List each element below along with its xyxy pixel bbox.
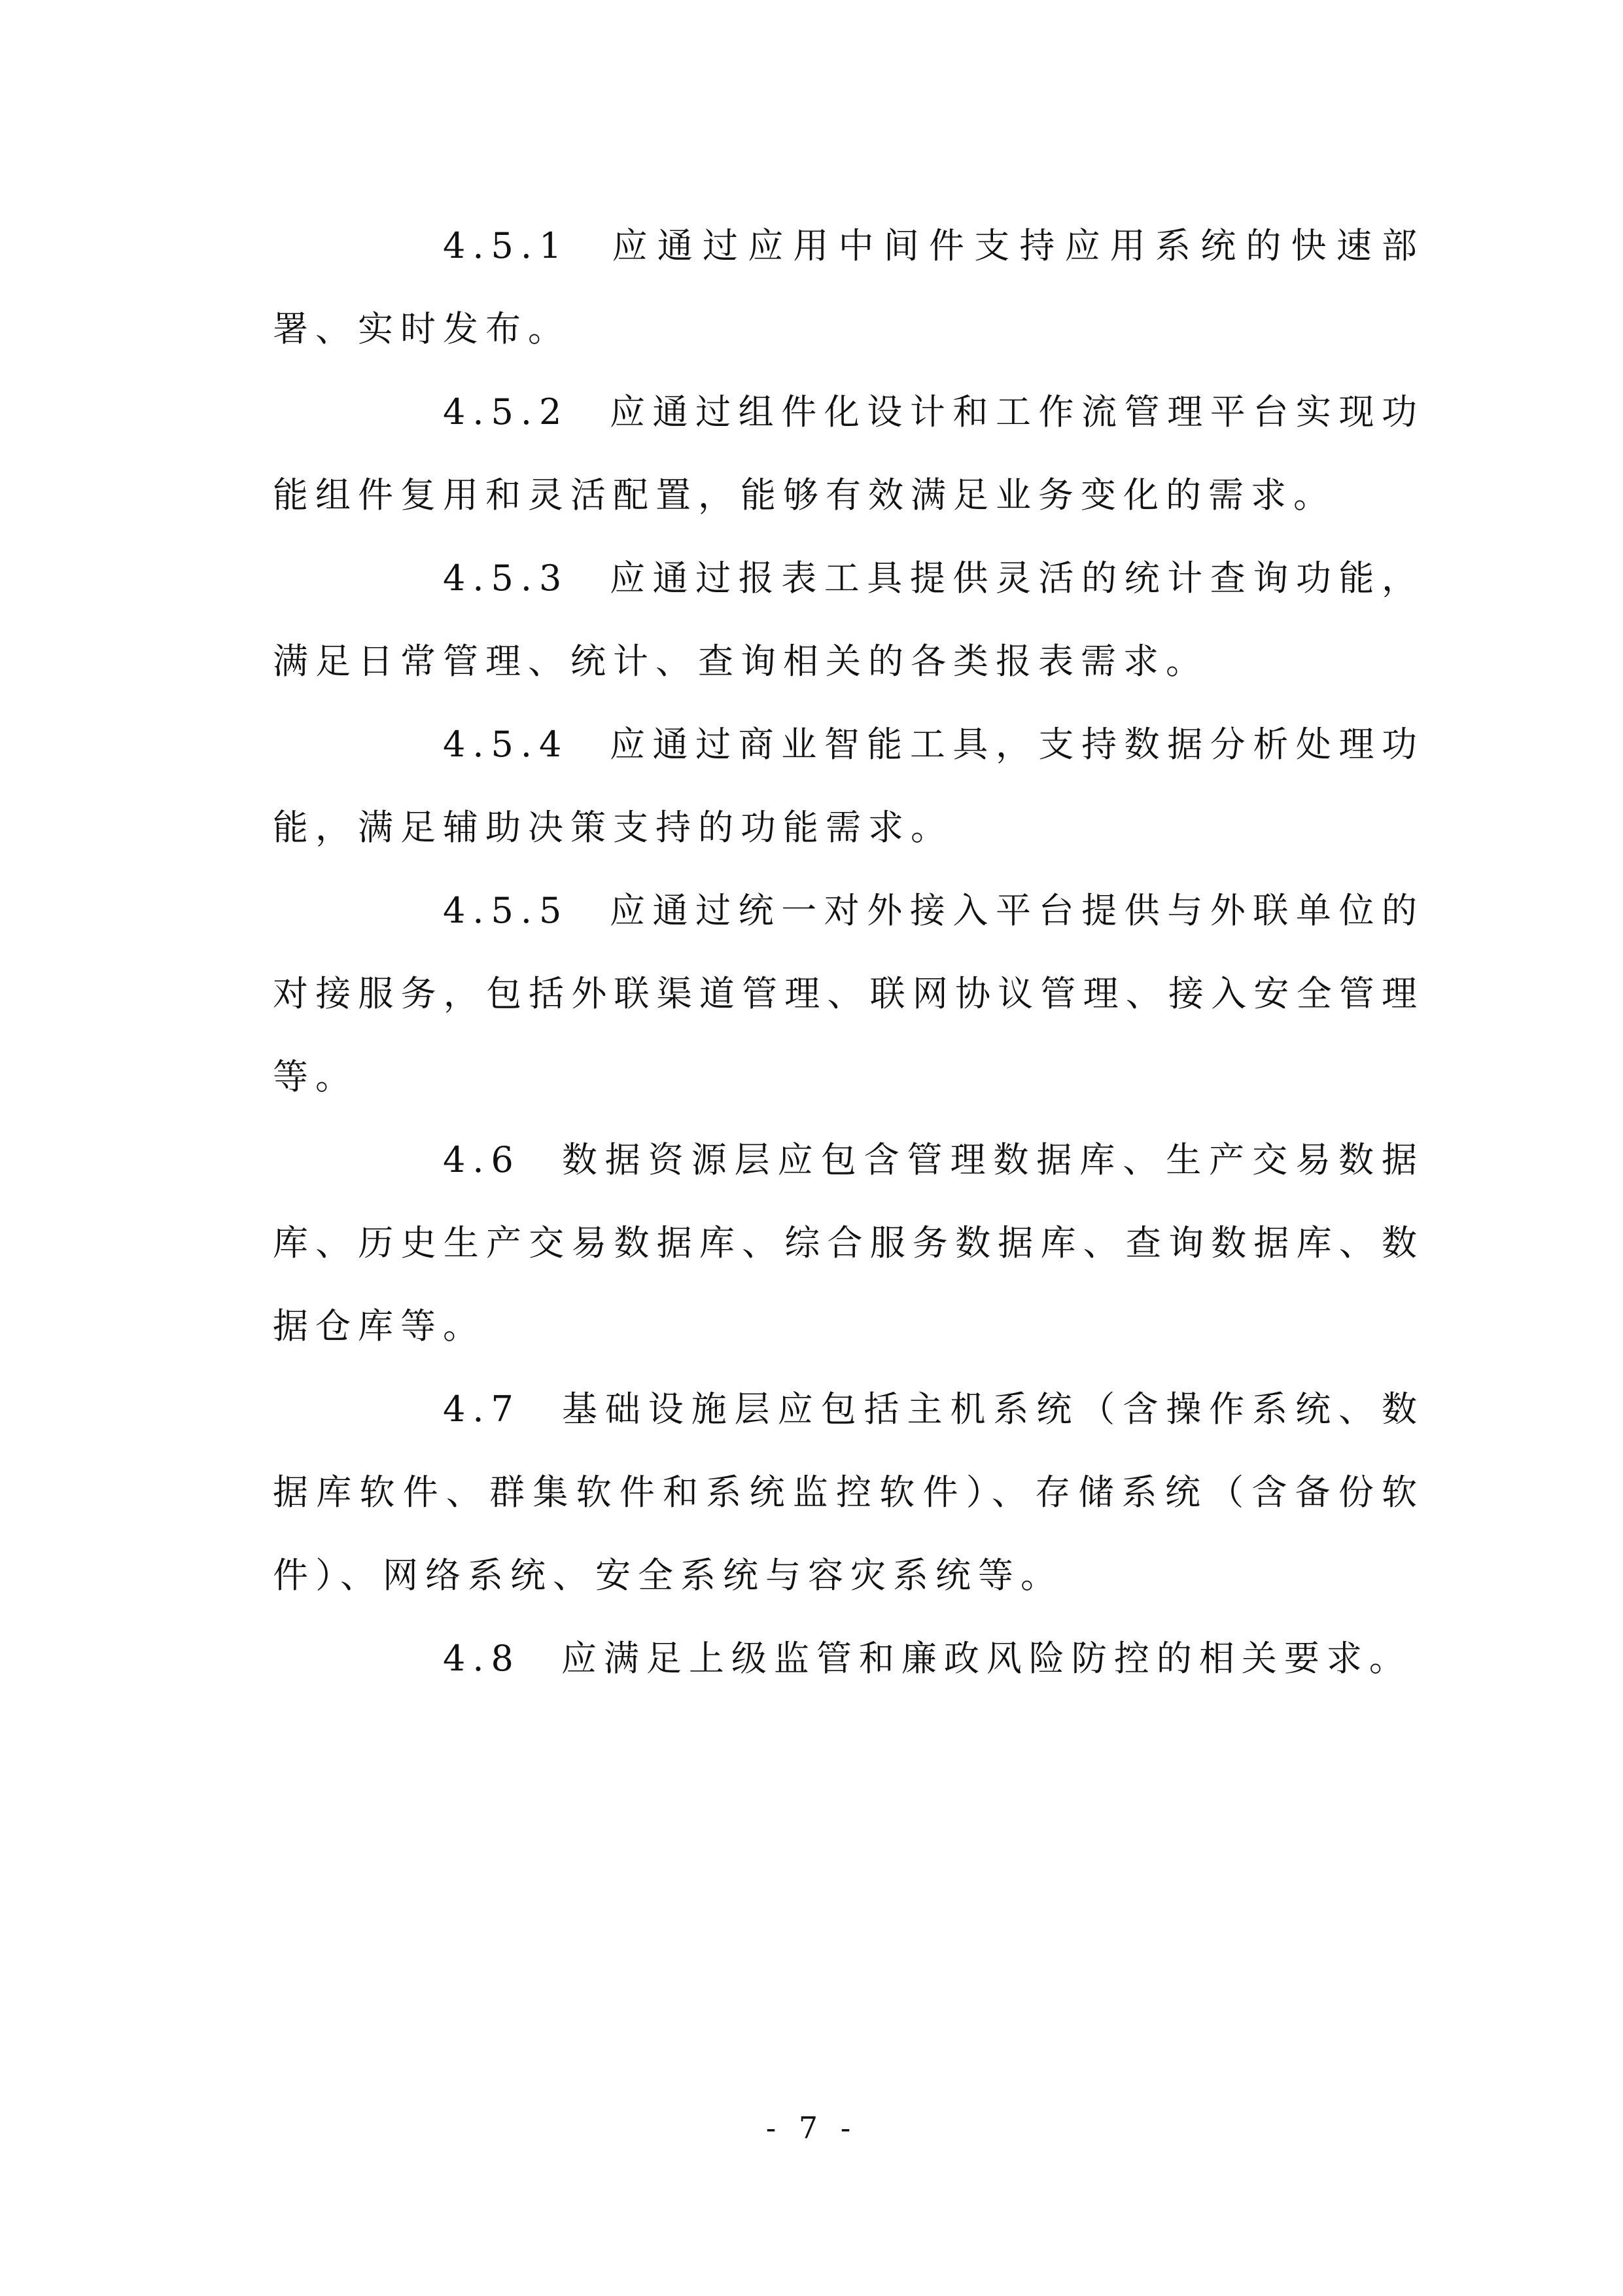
clause-text: 应通过统一对外接入平台提供与外联单位的对接服务，包括外联渠道管理、联网协议管理、接入安全管理等。 [273, 890, 1424, 1097]
clause-text: 应通过报表工具提供灵活的统计查询功能，满足日常管理、统计、查询相关的各类报表需求。 [273, 557, 1424, 682]
clause-4-5-5 [273, 869, 1424, 1118]
page-number: - 7 - [765, 2110, 858, 2146]
clause-text: 应通过组件化设计和工作流管理平台实现功能组件复用和灵活配置，能够有效满足业务变化的需求。 [273, 391, 1424, 516]
clause-number: 4.5.3 [443, 557, 569, 599]
clause-number: 4.5.2 [443, 391, 569, 433]
clause-number: 4.6 [443, 1139, 521, 1180]
clause-4-7 [273, 1368, 1424, 1617]
clause-text: 应满足上级监管和廉政风险防控的相关要求。 [561, 1638, 1412, 1679]
clause-text: 数据资源层应包含管理数据库、生产交易数据库、历史生产交易数据库、综合服务数据库、查询数据库、数据仓库等。 [273, 1139, 1424, 1347]
clause-4-5-3 [273, 537, 1424, 703]
clause-4-5-1 [273, 204, 1424, 370]
clause-text: 应通过商业智能工具，支持数据分析处理功能，满足辅助决策支持的功能需求。 [273, 724, 1424, 848]
clause-4-8 [273, 1617, 1424, 1700]
clause-text: 基础设施层应包括主机系统（含操作系统、数据库软件、群集软件和系统监控软件）、存储系统（含备份软件）、网络系统、安全系统与容灾系统等。 [273, 1388, 1424, 1596]
clause-number: 4.5.1 [443, 225, 569, 266]
clause-number: 4.7 [443, 1388, 521, 1430]
clause-number: 4.5.5 [443, 890, 569, 931]
clause-text: 应通过应用中间件支持应用系统的快速部署、实时发布。 [273, 225, 1424, 349]
clause-number: 4.8 [443, 1638, 521, 1679]
clause-number: 4.5.4 [443, 724, 569, 765]
document-body [273, 204, 1424, 1700]
clause-4-5-2 [273, 370, 1424, 537]
clause-4-6 [273, 1118, 1424, 1368]
clause-4-5-4 [273, 703, 1424, 869]
